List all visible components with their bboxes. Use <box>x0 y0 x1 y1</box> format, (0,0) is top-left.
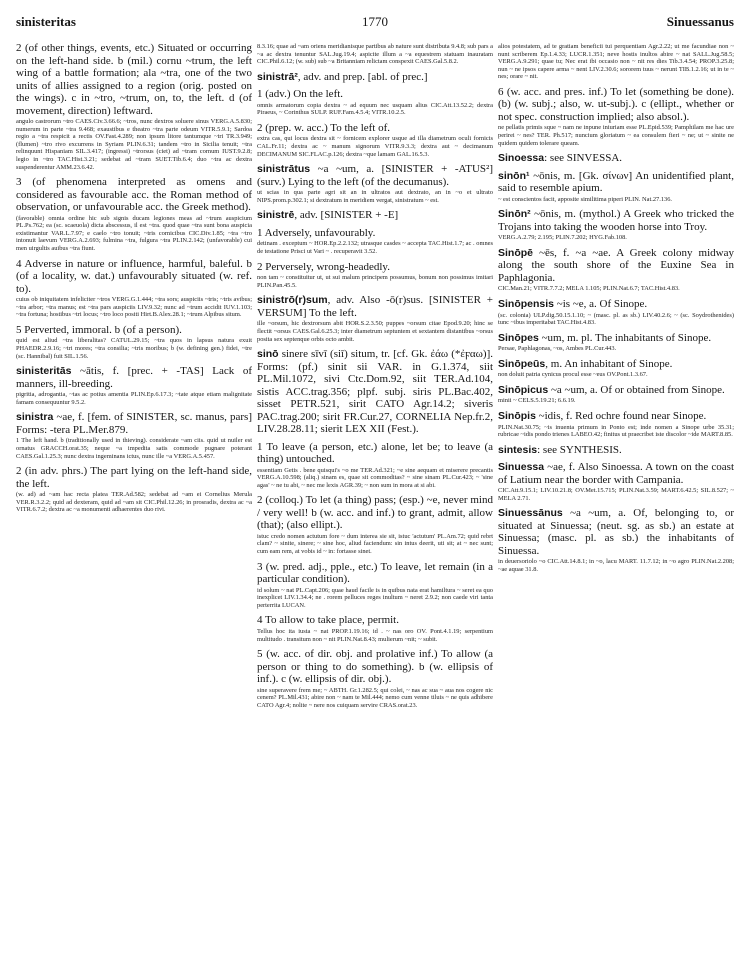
entry-headword-gloss: Sinuessānus ~a ~um, a. Of, belonging to, or situated at Sinuessa; (neut. sg. as sb.) an estate at Sinuessa; (masc. pl. as sb.) the inhabitants of Sinuessa. <box>498 507 734 557</box>
citations: cuius ob iniquitatem infeliciter ~tros VERG.G.1.444; ~tra sors; auspiciis ~tris; ~tris avibus; ~tra arbor; ~tra manus; est ~tra pars auspiciis LIV.9.32; nunc ad ~trum accidit IUV.1.103; ~tra fortuna; hostibus ~tri locus; ~tro loco positi Hirt.B.Alex.28.1; ~trum Alpibus situm. <box>16 296 252 319</box>
dictionary-entry <box>257 209 493 222</box>
citations: CIC.Att.9.15.1; LIV.10.21.8; OV.Met.15.715; PLIN.Nat.3.59; MART.6.42.5; SIL.8.527; ~ MELA 2.71. <box>498 487 734 502</box>
page-number: 1770 <box>362 14 388 29</box>
citations: omnis armatorum copia dextra ~ ad equum nec usquam alius CIC.Att.13.52.2; dextra Piraeus, ~ Corinthus SULP. RUF.Fam.4.5.4; VITR.10.2.5. <box>257 101 493 117</box>
dictionary-entry <box>16 365 252 406</box>
entry-headword-gloss: Sinōpis ~idis, f. Red ochre found near Sinope. <box>498 410 707 422</box>
citations: non doluit patria cynicus procul esse ~eus OV.Pont.1.3.67. <box>498 371 648 379</box>
dictionary-entry <box>498 247 734 293</box>
headword: Sinuessānus <box>498 507 563 520</box>
entry-headword-gloss: sinistrō(r)sum, adv. Also -ō(r)sus. [SINISTER + VERSUM] To the left. <box>257 294 493 319</box>
sense-gloss: 1 (adv.) On the left. <box>257 88 344 101</box>
dictionary-entry <box>257 561 493 610</box>
column-middle <box>257 42 493 954</box>
entry-headword-gloss: Sinōpeūs, m. An inhabitant of Sinope. <box>498 357 673 370</box>
headword: sinistrē <box>257 209 295 222</box>
running-header <box>16 14 734 32</box>
dictionary-entry <box>257 348 493 436</box>
citations: in deuersoriolo ~o CIC.Att.14.8.1; in ~o, lacu MART. 11.7.12; in ~o agro PLIN.Nat.2.208; ~ae aquae 31.8. <box>498 558 734 573</box>
citations: extra cas, qui locus dextra sit ~ fornicem explorer usque ad illa diametrum oculi fornicis CAL.Fr.11; dextra ac ~ manum signorum VITR.9.3.3; dextra aut ~ decimanum DECIMANUM SIC.FLAC.p.126; dextra ~que lamam GAL.16.5.3. <box>257 135 493 158</box>
entry-headword-gloss: sinistrē, adv. [SINISTER + -E] <box>257 209 399 222</box>
dictionary-entry <box>257 122 493 158</box>
citations: 1 The left hand. b (traditionally used in thieving). considerate ~am ciis. quid ut nuiler est ornatus GRACCH.orat.35; neque ~a impedita satis commode pugnare poterant CAES.Gal.1.25.3; nunc dextra ingeminans ictus, nunc ille ~a VERG.A.5.457. <box>16 437 252 460</box>
dictionary-entry <box>498 384 734 405</box>
citations: essentiam Getis . bene quisqui's ~o me TER.Ad.321; ~e sine aequam et miserere precantis VERG.A.10.598; (aliq.) sinam es, quae sit commoditas? ~ sine sinam PL.Cur.423; ~ 'sine agas' ~ ne tu abi, ~ nec me lexis AGR.39; ~ non sum in mora at si abi. <box>257 466 493 489</box>
dictionary-entry <box>16 176 252 252</box>
dictionary-entry <box>498 43 734 81</box>
entry-headword-gloss: sintesis: see SYNTHESIS. <box>498 443 622 456</box>
citations: quid est aliud ~tra liberalitas? CATUL.29.15; ~tra quos in lapsus natura exuit PHAEDR.2.9.16; ~tri mores; ~tra consilia; ~tris moribus; b (w. defining gen.) fidei, ~tre (sc. Hannibal) fuit SIL.1.56. <box>16 337 252 360</box>
dictionary-entry <box>16 42 252 171</box>
entry-headword-gloss: Sinuessa ~ae, f. Also Sinoessa. A town on the coast of Latium near the border with Campania. <box>498 461 734 486</box>
sense-gloss: 4 To allow to take place, permit. <box>257 614 399 627</box>
sense-gloss: 2 (prep. w. acc.) To the left of. <box>257 121 391 134</box>
citations: alios potestatem, ad te gratiam beneficii tui perquentiam Agr.2.22; ut me facundiae non ~ nunt scriberem Ep.1.4.33; LUCR.1.351; neve hostis inultos abire ~ nat SALL.Jug.58.5; VERG.A.9.291; quae tu; Nec erat ibi occasio non ~ nit res dies Tib.3.4.54; PROP.3.25.8; nun ~ ne ipsos capere arma ~ nent LIV.2.30.6; sororem tuus ~ nerunt TIB.1.2.16; ut in te ~ nes; orare ~ nit. <box>498 43 734 81</box>
dictionary-entry <box>498 332 734 353</box>
headword: sinistrātus <box>257 163 311 176</box>
sense-gloss: 3 (w. pred. adj., pple., etc.) To leave, let remain (in a particular condition). <box>257 560 493 586</box>
sense-gloss: 4 Adverse in nature or influence, harmful, baleful. b (of a locality, w. dat.) unfavourably situated (w. ref. to). <box>16 257 252 295</box>
headword: Sinōpē <box>498 246 534 259</box>
sense-gloss: 5 Perverted, immoral. b (of a person). <box>16 323 182 336</box>
column-left <box>16 42 252 954</box>
dictionary-entry <box>257 648 493 709</box>
dictionary-entry <box>257 441 493 490</box>
citations: pigritia, adrogantia, ~tas ac potius amentia PLIN.Ep.6.17.3; ~tate atque etiam malignitate famam consequuntur 9.5.2. <box>16 391 252 406</box>
column-right <box>498 42 734 954</box>
dictionary-entry <box>498 461 734 502</box>
entry-headword-gloss: Sinōpensis ~is ~e, a. Of Sinope. <box>498 298 648 311</box>
dictionary-entry <box>498 410 734 439</box>
entry-headword-gloss: sinistrā², adv. and prep. [abl. of prec.] <box>257 70 428 83</box>
entry-headword-gloss: sinō sinere sīvī (siī) situm, tr. [cf. Gk. ἐάω (*ἐϝαω)]. Forms: (pf.) sinit sii VAR. in G.1.374, siit PL.Mil.1072, sivi Ctc.Dom.92, siit TER.Ad.104, sistis ACC.trag.356; plpf. subj. siris PL.Bac.402, sisset PETR.521, sirit CATO Agr.14.2; siveris PAC.trag.200; sirit FR.Cur.27, CORNELIA Nep.fr.2, LIV.28.28.11; sierit LEX XII (Fest.). <box>257 348 493 436</box>
headword: sinō <box>257 348 279 361</box>
sense-gloss: 6 (w. acc. and pres. inf.) To let (something be done). (b) (w. subj.; also, w. ut-subj.). c (ellipt., whether or not spec. construction implied; also absol.). <box>498 85 734 123</box>
headword: sintesis <box>498 443 538 456</box>
headword: Sinoessa <box>498 152 545 165</box>
dictionary-entry <box>257 227 493 256</box>
dictionary-entry <box>257 614 493 643</box>
entry-headword-gloss: Sinōpē ~ēs, f. ~a ~ae. A Greek colony midway along the south shore of the Euxine Sea in Paphlagonia. <box>498 246 734 284</box>
dictionary-entry <box>257 43 493 66</box>
sense-gloss: 1 Adversely, unfavourably. <box>257 226 376 239</box>
dictionary-entry <box>498 152 734 165</box>
headword: sinistrō(r)sum <box>257 294 328 307</box>
headword: Sinōn² <box>498 208 531 221</box>
dictionary-entry <box>16 324 252 360</box>
entry-headword-gloss: sinōn¹ ~ōnis, m. [Gk. σίνων] An unidentified plant, said to resemble apium. <box>498 169 734 195</box>
dictionary-entry <box>498 444 734 457</box>
headword: Sinōpes <box>498 331 539 344</box>
headword: Sinōpeūs <box>498 357 546 370</box>
sense-gloss: 2 Perversely, wrong-headedly. <box>257 260 390 273</box>
entry-headword-gloss: Sinōn² ~ōnis, m. (mythol.) A Greek who tricked the Trojans into taking the wooden horse into Troy. <box>498 208 734 233</box>
citations: ne pellatis primis sque ~ nam ne inpune iniuriam esse PL.Epid.539; Pamphilam me hac ure perirei ~ nes? TER. Ph.517; nuncium gloriatum ~ ea consulem fieri ~ ne; ut ~ sinite ne quidem quidem tolerare queam. <box>498 124 734 147</box>
sense-gloss: 5 (w. acc. of dir. obj. and prolative inf.) To allow (a person or thing to do something). b (w. ellipsis of inf.). c (w. ellipsis of dir. obj.). <box>257 648 493 686</box>
citations: (w. ad) ad ~am hac recta platea TER.Ad.582; sedebat ad ~am ei Cornelius Merula VER.R.3.2.2; quid ad dexteram, quid ad ~am sit CIC.Phil.12.26; in prosradis, dextra ac ~a VITR.6.7.2; dextra ac ~a monumenti adhaerentes duo rivi. <box>16 491 252 514</box>
citations: ~ est conscientos facit, apposite similitima piperi PLIN. Nat.27.136. <box>498 195 673 203</box>
entry-headword-gloss: sinisteritās ~ātis, f. [prec. + -TAS] Lack of manners, ill-breeding. <box>16 365 252 390</box>
headword: Sinōpis <box>498 410 536 422</box>
headword: sinistrā² <box>257 70 298 83</box>
citations: ille ~orsum, hic dextrorsum abit HOR.S.2.3.50; puppes ~orsum citae Epod.9.20; hinc se flectit ~orsus CAES.Gal.6.25.3; inter diametrum septuntem et sextantem distantibus ~orsus posita sex septenque orbis octo ambit. <box>257 320 493 343</box>
dictionary-entry <box>498 86 734 147</box>
citations: non tam ~ constituitur ut, ut sui malum principem possumus, bonum non possimus imitari PLIN.Pan.45.5. <box>257 274 493 289</box>
citations: sine superavere frem me; ~ ABTH. Gr.1.282.5; qui colei, ~ nas ac sua ~ aua nos cogere nic cenem? PL.Mil.431; abire non ~ nam te Mil.444; nemo cum venne tiluis ~ ne quis adhibere CATO Agr.4; nolite ~ nere nos cuiquam servire CRAS.orat.23. <box>257 686 493 709</box>
citations: PLIN.Nat.30.75; ~is inuenta primum in Ponto est; inde nomen a Sinope urbe 35.31; rubricae ~idis pondo trienes LABEO.42; finitus ut praecribet iste discolor ~ide MART.8.85. <box>498 423 734 439</box>
dictionary-entry <box>257 163 493 204</box>
dictionary-entry <box>498 208 734 242</box>
entry-headword-gloss: sinistrātus ~a ~um, a. [SINISTER + -ATUS²] (surv.) Lying to the left (of the decumanus). <box>257 163 493 188</box>
dictionary-entry <box>257 88 493 117</box>
entry-headword-gloss: Sinōpes ~um, m. pl. The inhabitants of Sinope. <box>498 331 712 344</box>
dictionary-entry <box>257 494 493 555</box>
header-left-guideword: sinisteritas <box>16 14 76 29</box>
sense-gloss: 1 To leave (a person, etc.) alone, let be; to leave (a thing) untouched. <box>257 440 493 466</box>
entry-headword-gloss: Sinōpicus ~a ~um, a. Of or obtained from Sinope. <box>498 383 725 396</box>
headword: Sinōpicus <box>498 383 549 396</box>
citations: CIC.Man.21; VITR.7.7.2; MELA 1.105; PLIN.Nat.6.7; TAC.Hist.4.83. <box>498 285 680 293</box>
citations: id solum ~ nat PL.Capt.206; quae haud facile is in quibus nata erat hamiltura ~ seret ea quo inexplicet LIV.1.34.4; ne . rorem pelluces reges inultum ~ neret 2.9.2; non caede viri tanta perterrita LUCAN. <box>257 586 493 609</box>
dictionary-entry <box>16 411 252 460</box>
citations: minii ~ CELS.5.19.21; 6.6.19. <box>498 397 576 405</box>
citations: (favorable) omnia ordine hic sub signis ducam legiones meas ad ~trum auspicium PL.Ps.762; ea (sc. scaeuola) dicta abscessus, il est ~tra. quod quae ~tra sunt bona auspicia existimantur VAR.L.7.97; e caelo ~tro tonuit; ~tris cornicibus CIC.Div.1.85; ~tra ~tro intonuit laevum VERG.A.2.693; fulmina ~tra, fulgura ~tra PLIN.2.142; (unfavorable) cui men uirgultis auibus ~tra fiunt. <box>16 214 252 253</box>
headword: Sinōpensis <box>498 298 555 311</box>
citations: Persae, Paphlagonas, ~os, Ambes PL.Cur.443. <box>498 345 617 353</box>
sense-gloss: 2 (in adv. phrs.) The part lying on the left-hand side, the left. <box>16 465 252 490</box>
dictionary-entry <box>16 465 252 514</box>
citations: Tellus hoc ita iusta ~ nat PROP.1.19.16; id . ~ nas oro OV. Pont.4.1.19; serpentium multitudo . transitum non ~ nit PLIN.Nat.8.43; mulierum ~nit; ~ subit. <box>257 627 493 643</box>
citations: (sc. colonia) ULP.dig.50.15.1.10; ~ (masc. pl. as sb.) LIV.40.2.6; ~ (sc. Soydrothenides) tunc ~ibus imperitabat TAC.Hist.4.83. <box>498 311 734 327</box>
citations: detinam . exceptum ~ HOR.Ep.2.2.132; utrasque casdes ~ accepta TAC.Hist.1.7; ac . omnes de testatione Prisci ut Vari ~ . recuperavit 3.52. <box>257 240 493 256</box>
sense-gloss: 2 (colloq.) To let (a thing) pass; (esp.) ~e, never mind / very well! b (w. acc. and inf.) to grant, admit, allow (that); (also ellipt.). <box>257 494 493 532</box>
headword: Sinuessa <box>498 461 545 474</box>
dictionary-entry <box>16 258 252 319</box>
dictionary-entry <box>498 358 734 379</box>
headword: sinistra <box>16 411 54 424</box>
citations: ut scias in qua parte agri sit an in ultratos aut dextrato, an in ~o et ultrato NIPS.prom.p.302.1; si dextratum in meridiem vergat, sinistratum ~ est. <box>257 189 493 204</box>
entry-headword-gloss: Sinoessa: see SINVESSA. <box>498 152 623 165</box>
citations: 8.3.16; quae ad ~am oriens meridianisque partibus ab nature sunt distributa 9.4.8; sub pars a ~a ac dextra tenuntur SAL.Jug.19.4; aspicite illum a ~a equestrem statuam inauratam CIC.Phil.6.12; (w. sub) sub ~a Britanniam relictam conspexit CAES.Gal.5.8.2. <box>257 43 493 66</box>
dictionary-entry <box>498 507 734 573</box>
dictionary-entry <box>498 298 734 327</box>
dictionary-entry <box>257 261 493 290</box>
header-right-guideword: Sinuessanus <box>666 14 734 29</box>
dictionary-entry <box>257 71 493 84</box>
dictionary-entry <box>498 170 734 204</box>
headword: sinōn¹ <box>498 169 530 182</box>
dictionary-entry <box>257 294 493 343</box>
citations: angulo castrorum ~tro CAES.Civ.3.66.6; ~tros, nunc dextros soluere sinus VERG.A.5.830; numerum in parte ~tra 9.468; exaustibus e theatro ~tra parte odeum VITR.5.9.1; Sardoa regio a ~tra respicit a rectis OV.Fast.4.289; non ipsum litore tantumque ~tri TR.3.949; (flumen) ~tro rivo excurrens in Syriam PLIN.6.31; tandem ~tro in Sicilia tenuit; ~tra relinquunt Hispaniam SIL.3.417; (ingressi) ~trorsus (ciet) ad ~tram cornum IUST.9.2.8; legio in ~tro TAC.Hist.3.21; sedebat ad ~tram SUET.Tib.6.4; duo ~tra ac dextra suspenderentur AMM.23.6.42. <box>16 118 252 171</box>
sense-gloss: 3 (of phenomena interpreted as omens and considered as favourable acc. the Roman method of observation, or unfavourable acc. the Greek method). <box>16 176 252 214</box>
citations: istuc credo nomen actutum fore ~ dum interea sie sit, istuc 'actutum' PL.Am.72; quid rebrt clam? ~ sinite, sinere; ~ sine hoc, aliud faciendum: sin intus deerit, uti sit; at ~ nec sunt; cum eam rem, at vobis id ~ in: fortasse sinet. <box>257 532 493 556</box>
sense-gloss: 2 (of other things, events, etc.) Situated or occurring on the left-hand side. b (mil.) cornu ~trum, the left wing of a battle formation; ala ~tra, one of the two units of allies assigned to a region (orig. posted on the wings). c in ~tro, ~trum, on, to, the left. d (of movement, direction) leftward. <box>16 42 252 117</box>
headword: sinisteritās <box>16 365 72 378</box>
entry-headword-gloss: sinistra ~ae, f. [fem. of SINISTER, sc. manus, pars] Forms: -tera PL.Mer.879. <box>16 411 252 436</box>
citations: VERG.A.2.79; 2.195; PLIN.7.202; HYG.Fab.108. <box>498 234 627 242</box>
